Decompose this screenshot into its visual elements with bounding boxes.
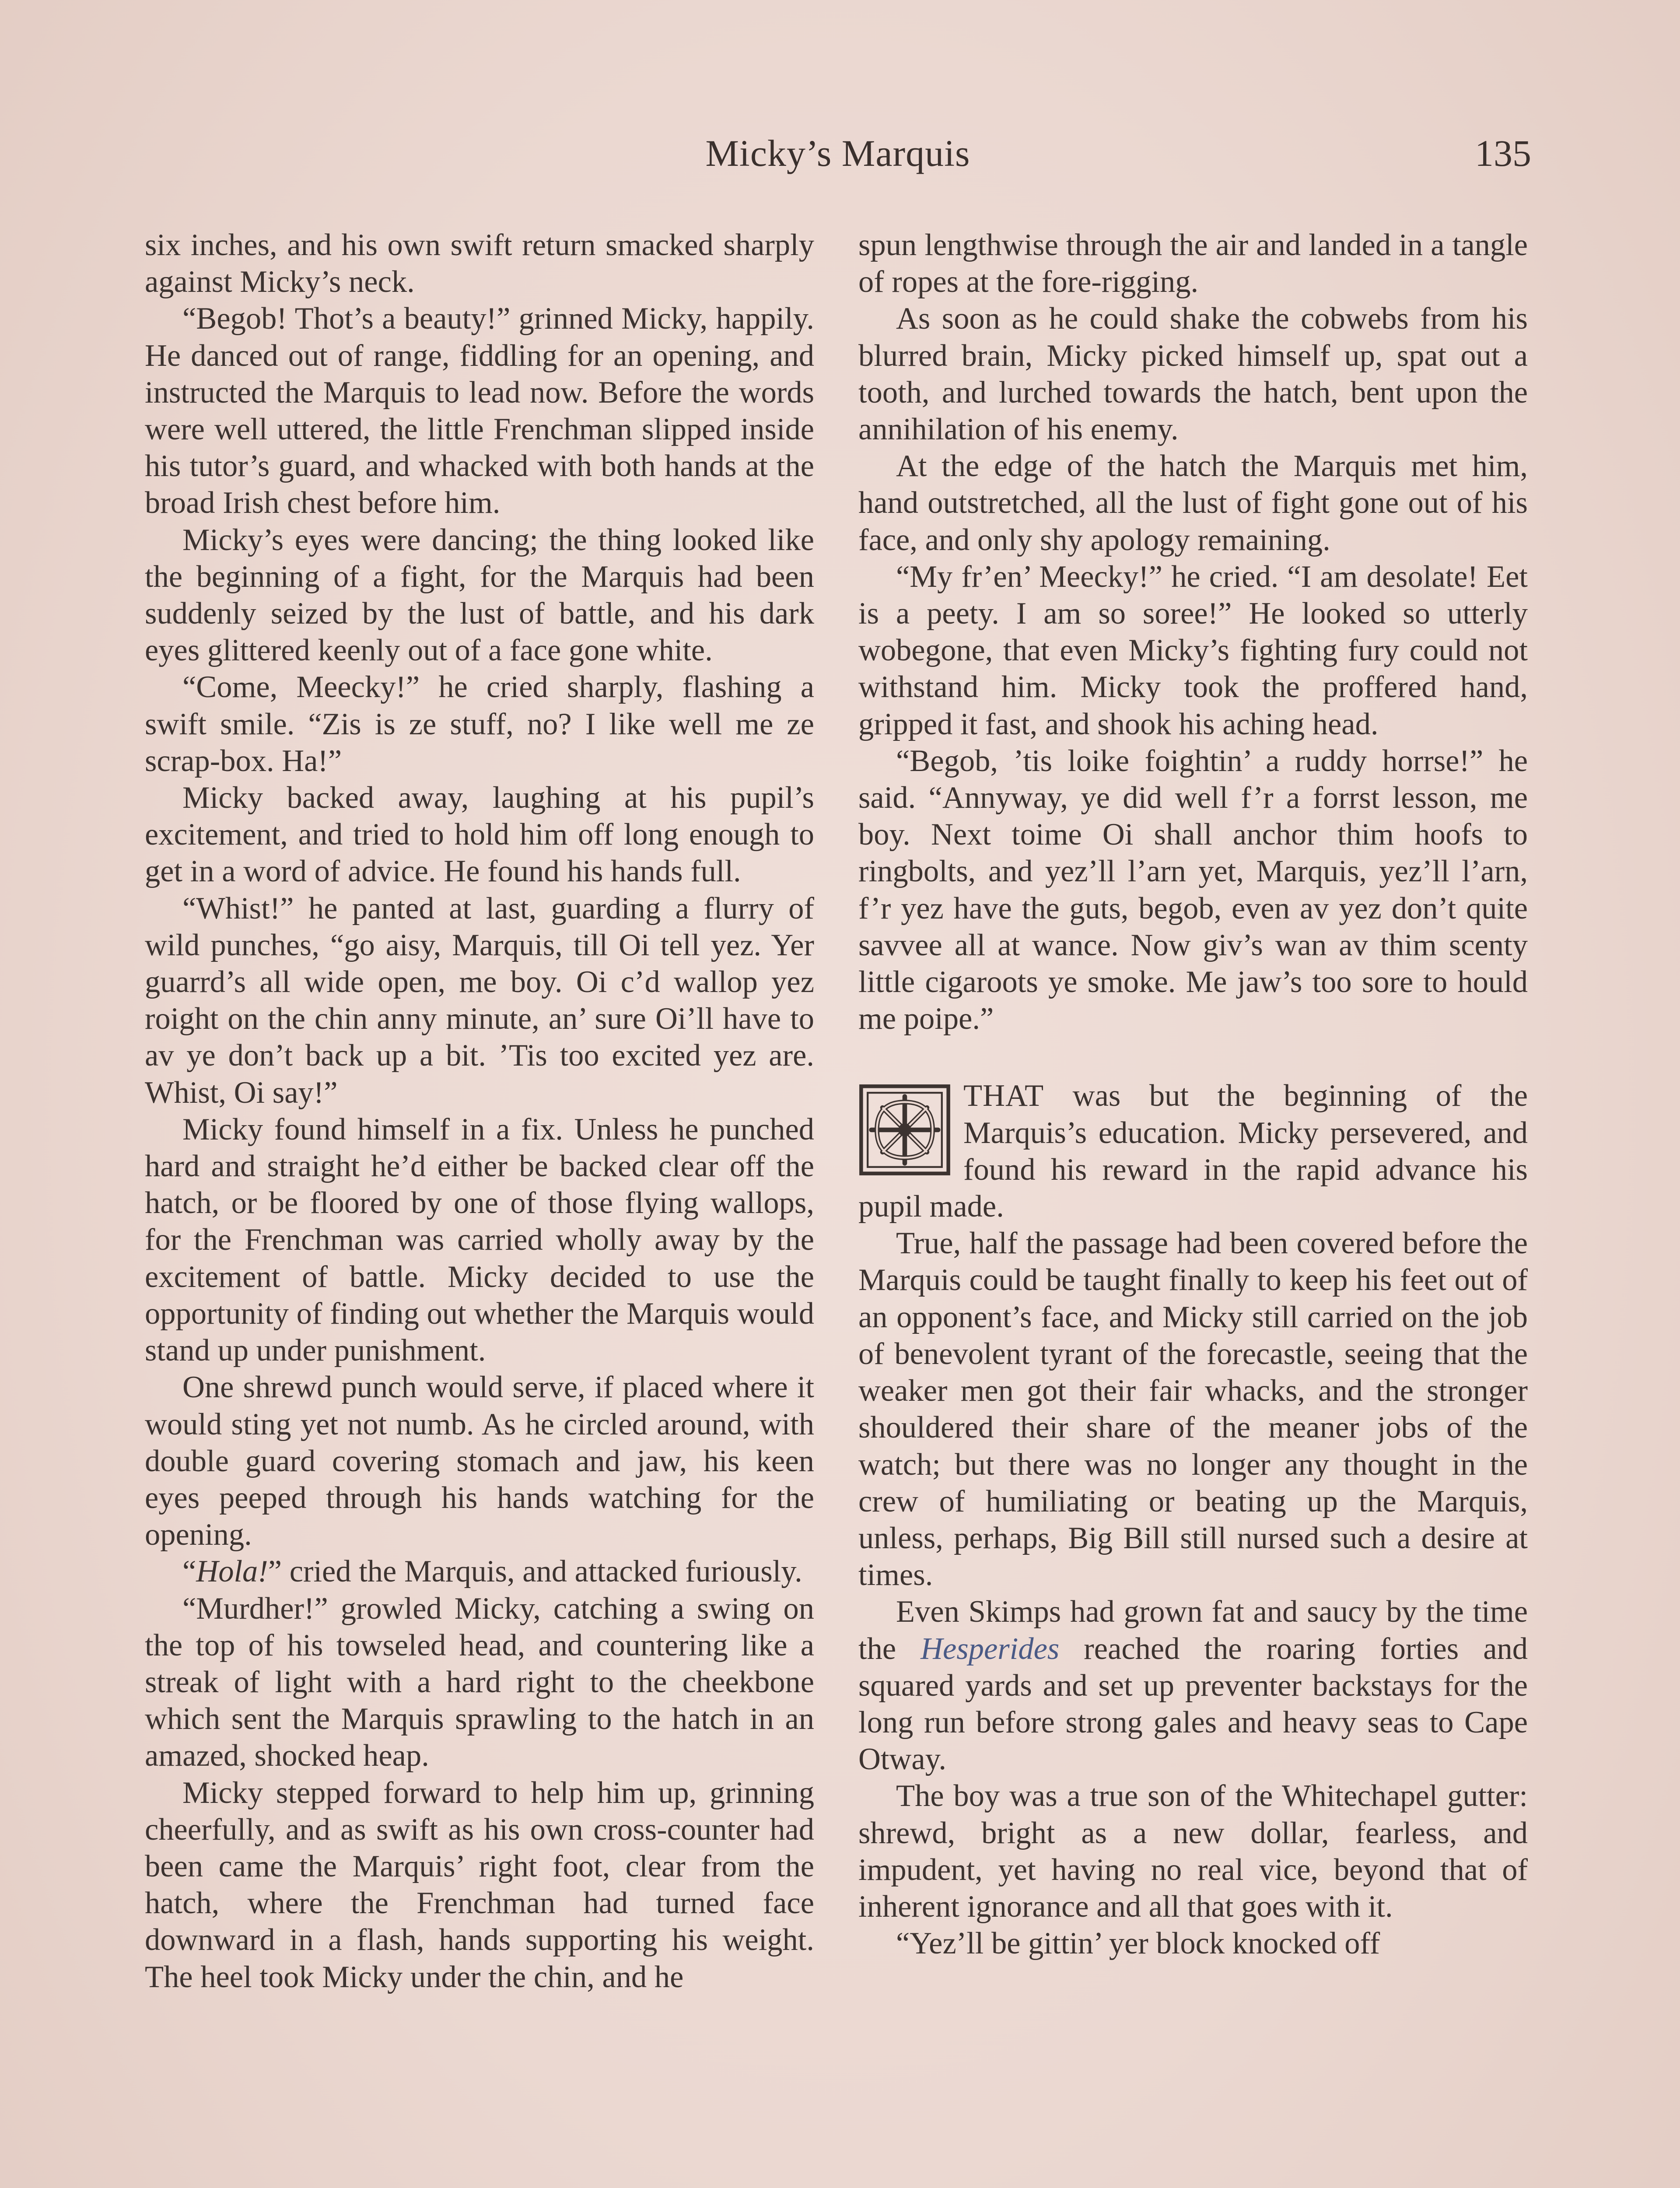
section-lead-caps: THAT [963,1079,1044,1113]
celtic-knot-ornament-icon [858,1083,951,1176]
running-title: Micky’s Marquis [705,132,970,174]
page-number: 135 [1475,132,1531,174]
right-column [858,227,1528,1962]
paragraph: “Whist!” he panted at last, guarding a flurry of wild punches, “go aisy, Marquis, till Oi tell yez. Yer guarrd’s all wide open, me boy. Oi c’d wallop yez roight on the chin anny minute, an’ sure Oi’ll have to av ye don’t back up a bit. ’Tis too excited yez are. Whist, Oi say!” [145,891,814,1110]
paragraph-after: reached the roaring forties and squared yards and set up preventer backstays for the long run before strong gales and heavy seas to Cape Otway. [858,1631,1528,1777]
paragraph: True, half the passage had been covered before the Marquis could be taught finally to keep his feet out of an opponent’s face, and Micky still carried on the job of benevolent tyrant of the forecastle, seeing that the weaker men got their fair whacks, and the stronger shouldered their share of the meaner jobs of the watch; but there was no longer any thought in the crew of humiliating or beating up the Marquis, unless, perhaps, Big Bill still nursed such a desire at times. [858,1226,1528,1592]
paragraph: One shrewd punch would serve, if placed where it would sting yet not numb. As he circled around, with double guard covering stomach and jaw, his keen eyes peeped through his hands watching for the opening. [145,1370,814,1552]
paragraph: Micky found himself in a fix. Unless he punched hard and straight he’d either be backed clear off the hatch, or be floored by one of those flying wallops, for the Frenchman was carried wholly away by the excitement of battle. Micky decided to use the opportunity of finding out whether the Marquis would stand up under punishment. [145,1112,814,1368]
paragraph-hola [145,1553,814,1590]
paragraph: “Begob! Thot’s a beauty!” grinned Micky, happily. He danced out of range, fiddling for an opening, and instructed the Marquis to lead now. Before the words were well uttered, the little Frenchman slipped inside his tutor’s guard, and whacked with both hands at the broad Irish chest before him. [145,302,814,520]
running-header [144,131,1531,184]
paragraph-hesperides [858,1593,1528,1778]
section-lead-paragraph [858,1077,1528,1225]
paragraph: spun lengthwise through the air and landed in a tangle of ropes at the fore-rigging. [858,228,1528,299]
left-column [145,227,814,1995]
quote-open: “ [182,1554,196,1589]
section-lead-rest: was but the beginning of the Marquis’s education. Micky persevered, and found his reward in the rapid advance his pupil made. [858,1079,1528,1224]
paragraph: “My fr’en’ Meecky!” he cried. “I am desolate! Eet is a peety. I am so soree!” He looked so utterly wobegone, that even Micky’s fighting fury could not withstand him. Micky took the proffered hand, gripped it fast, and shook his aching head. [858,559,1528,741]
paragraph: The boy was a true son of the Whitechapel gutter: shrewd, bright as a new dollar, fearless, and impudent, yet having no real vice, beyond that of inherent ignorance and all that goes with it. [858,1779,1528,1924]
paragraph: Micky backed away, laughing at his pupil’s excitement, and tried to hold him off long enough to get in a word of advice. He found his hands full. [145,781,814,889]
paragraph: “Murdher!” growled Micky, catching a swing on the top of his towseled head, and countering like a streak of light with a hard right to the cheekbone which sent the Marquis sprawling to the hatch in an amazed, shocked heap. [145,1591,814,1773]
paragraph-rest: ” cried the Marquis, and attacked furiously. [268,1554,802,1589]
paragraph: six inches, and his own swift return smacked sharply against Micky’s neck. [145,228,814,299]
paragraph: Micky stepped forward to help him up, grinning cheerfully, and as swift as his own cross-counter had been came the Marquis’ right foot, clear from the hatch, where the Frenchman had turned face downward in a flash, hands supporting his weight. The heel took Micky under the chin, and he [145,1775,814,1994]
paragraph: “Come, Meecky!” he cried sharply, flashing a swift smile. “Zis is ze stuff, no? I like well me ze scrap-box. Ha!” [145,670,814,778]
paragraph: At the edge of the hatch the Marquis met him, hand outstretched, all the lust of fight gone out of his face, and only shy apology remaining. [858,449,1528,557]
paragraph: As soon as he could shake the cobwebs from his blurred brain, Micky picked himself up, spat out a tooth, and lurched towards the hatch, bent upon the annihilation of his enemy. [858,302,1528,447]
hola-exclamation: Hola! [196,1554,268,1589]
paragraph: “Begob, ’tis loike foightin’ a ruddy horrse!” he said. “Annyway, ye did well f’r a forrst lesson, me boy. Next toime Oi shall anchor thim hoofs to ringbolts, and yez’ll l’arn yet, Marquis, yez’ll l’arn, f’r yez have the guts, begob, even av yez don’t quite savvee all at wance. Now giv’s wan av thim scenty little cigaroots ye smoke. Me jaw’s too sore to hould me poipe.” [858,743,1528,1036]
paragraph: “Yez’ll be gittin’ yer block knocked off [896,1926,1380,1961]
paragraph-before: Even Skimps had grown fat and saucy by the time the [858,1595,1528,1666]
paragraph: Micky’s eyes were dancing; the thing looked like the beginning of a fight, for the Marquis had been suddenly seized by the lust of battle, and his dark eyes glittered keenly out of a face gone white. [145,522,814,668]
ship-name: Hesperides [920,1631,1060,1666]
